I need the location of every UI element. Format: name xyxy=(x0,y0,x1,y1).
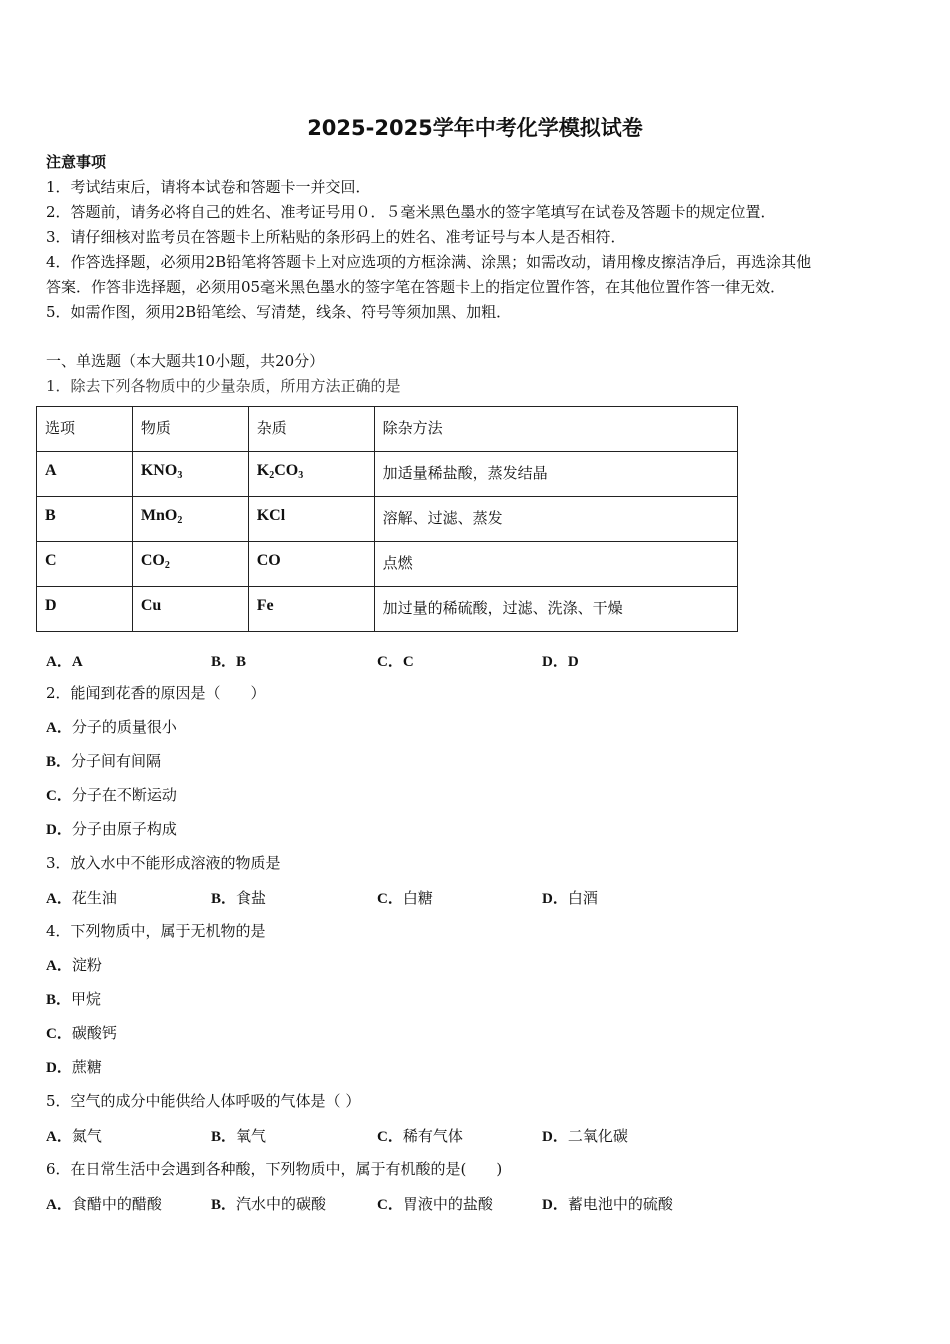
impurity-cell: $K_2CO_3$ xyxy=(248,452,374,497)
option-cell: D xyxy=(37,587,133,632)
choice-a[interactable]: A．分子的质量很小 xyxy=(46,718,177,736)
header-cell: 物质 xyxy=(132,407,248,452)
choice-c[interactable]: C．C xyxy=(377,654,414,670)
notice-item: 答案．作答非选择题，必须用05毫米黑色墨水的签字笔在答题卡上的指定位置作答，在其他位置作答一律无效． xyxy=(46,278,786,296)
table-row xyxy=(37,497,738,542)
substance-cell: $CO_2$ xyxy=(132,542,248,587)
choice-a[interactable]: A．食醋中的醋酸 xyxy=(46,1195,162,1213)
question-1-stem: 1．除去下列各物质中的少量杂质，所用方法正确的是 xyxy=(46,377,401,395)
notice-item: 2．答题前，请务必将自己的姓名、准考证号用０．５毫米黑色墨水的签字笔填写在试卷及答题卡的规定位置． xyxy=(46,203,776,221)
method-cell: 加适量稀盐酸，蒸发结晶 xyxy=(374,452,737,497)
header-cell: 杂质 xyxy=(248,407,374,452)
impurity-cell: CO xyxy=(248,542,374,587)
choice-c[interactable]: C．白糖 xyxy=(377,889,433,907)
substance-cell: Cu xyxy=(132,587,248,632)
choice-d[interactable]: D．D xyxy=(542,654,579,670)
choice-b[interactable]: B．B xyxy=(211,654,247,670)
substance-cell: MnO$_2$ xyxy=(132,497,248,542)
choice-c[interactable]: C．分子在不断运动 xyxy=(46,786,177,804)
choice-a[interactable]: A．A xyxy=(46,654,83,670)
notice-heading: 注意事项 xyxy=(46,153,107,171)
notice-item: 3．请仔细核对监考员在答题卡上所粘贴的条形码上的姓名、准考证号与本人是否相符． xyxy=(46,228,626,246)
question-4-stem: 4．下列物质中，属于无机物的是 xyxy=(46,922,266,940)
option-cell: B xyxy=(37,497,133,542)
question-1-choices xyxy=(46,650,746,670)
question-6-stem: 6．在日常生活中会遇到各种酸，下列物质中，属于有机酸的是( ) xyxy=(46,1160,503,1178)
question-3-choices xyxy=(46,887,746,907)
question-1-table xyxy=(36,406,738,632)
question-5-stem: 5．空气的成分中能供给人体呼吸的气体是（ ） xyxy=(46,1092,361,1110)
notice-item: 4．作答选择题，必须用2B铅笔将答题卡上对应选项的方框涂满、涂黑；如需改动，请用橡皮擦洁净后，再选涂其他 xyxy=(46,253,812,271)
choice-b[interactable]: B．甲烷 xyxy=(46,990,102,1008)
choice-b[interactable]: B．汽水中的碳酸 xyxy=(211,1195,327,1213)
header-cell: 选项 xyxy=(37,407,133,452)
choice-c[interactable]: C．胃液中的盐酸 xyxy=(377,1195,493,1213)
choice-d[interactable]: D．分子由原子构成 xyxy=(46,820,177,838)
choice-d[interactable]: D．蓄电池中的硫酸 xyxy=(542,1195,673,1213)
impurity-cell: Fe xyxy=(248,587,374,632)
section-heading: 一、单选题（本大题共10小题，共20分） xyxy=(46,352,325,370)
question-3-stem: 3．放入水中不能形成溶液的物质是 xyxy=(46,854,281,872)
substance-cell: $KNO_3$ xyxy=(132,452,248,497)
choice-b[interactable]: B．氧气 xyxy=(211,1127,267,1145)
choice-c[interactable]: C．稀有气体 xyxy=(377,1127,463,1145)
table-row xyxy=(37,587,738,632)
notice-item: 1．考试结束后，请将本试卷和答题卡一并交回． xyxy=(46,178,371,196)
choice-b[interactable]: B．食盐 xyxy=(211,889,267,907)
method-cell: 加过量的稀硫酸，过滤、洗涤、干燥 xyxy=(374,587,737,632)
page-title: 2025-2025学年中考化学模拟试卷 xyxy=(307,116,643,140)
header-cell: 除杂方法 xyxy=(374,407,737,452)
choice-a[interactable]: A．淀粉 xyxy=(46,956,102,974)
table-row xyxy=(37,452,738,497)
choice-b[interactable]: B．分子间有间隔 xyxy=(46,752,162,770)
option-cell: A xyxy=(37,452,133,497)
table-header-row xyxy=(37,407,738,452)
choice-d[interactable]: D．二氧化碳 xyxy=(542,1127,628,1145)
table-row xyxy=(37,542,738,587)
choice-c[interactable]: C．碳酸钙 xyxy=(46,1024,117,1042)
method-cell: 溶解、过滤、蒸发 xyxy=(374,497,737,542)
question-2-stem: 2．能闻到花香的原因是（ ） xyxy=(46,684,266,702)
choice-a[interactable]: A．氮气 xyxy=(46,1127,102,1145)
question-6-choices xyxy=(46,1193,746,1213)
impurity-cell: KCl xyxy=(248,497,374,542)
choice-d[interactable]: D．白酒 xyxy=(542,889,598,907)
notice-item: 5．如需作图，须用2B铅笔绘、写清楚，线条、符号等须加黑、加粗． xyxy=(46,303,512,321)
method-cell: 点燃 xyxy=(374,542,737,587)
question-5-choices xyxy=(46,1125,746,1145)
option-cell: C xyxy=(37,542,133,587)
choice-d[interactable]: D．蔗糖 xyxy=(46,1058,102,1076)
choice-a[interactable]: A．花生油 xyxy=(46,889,117,907)
